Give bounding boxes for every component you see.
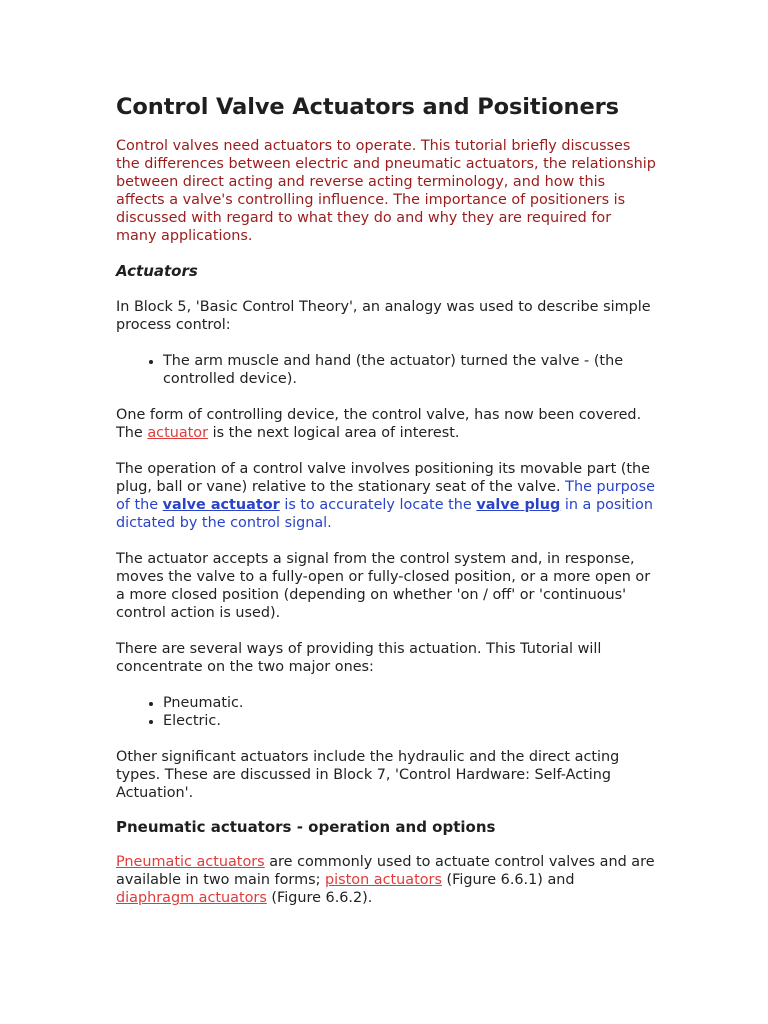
highlight-text: is to accurately locate the [279, 497, 477, 513]
paragraph-actuator-signal: The actuator accepts a signal from the control system and, in response, moves the valve to a fully-open or fully-closed position, or a more open or a more closed position (depending on whether 'on / off' or 'continuous' control action is used). [116, 551, 651, 621]
paragraph-analogy: In Block 5, 'Basic Control Theory', an analogy was used to describe simple process control: [116, 299, 651, 333]
highlight-text: The purpose of the [116, 479, 655, 513]
page-title: Control Valve Actuators and Positioners [116, 94, 619, 120]
actuation-types-list [116, 694, 656, 730]
piston-actuators-link[interactable]: piston actuators [325, 872, 442, 888]
text-segment: is the next logical area of interest. [208, 425, 460, 441]
heading-pneumatic-actuators: Pneumatic actuators - operation and options [116, 818, 496, 836]
text-segment: One form of controlling device, the control valve, has now been covered. The [116, 407, 642, 441]
valve-plug-link[interactable]: valve plug [476, 497, 561, 513]
analogy-list [116, 352, 656, 388]
paragraph-controlling-device [116, 406, 656, 442]
intro-paragraph: Control valves need actuators to operate. This tutorial briefly discusses the differences between electric and pneumatic actuators, the relationship between direct acting and reverse acting terminology, and how this affects a valve's controlling influence. The importance of positioners is discussed with regard to what they do and why they are required for many applications. [116, 138, 656, 244]
highlight-text: in a position dictated by the control signal. [116, 497, 653, 531]
text-segment: (Figure 6.6.1) and [441, 872, 575, 888]
list-item: • The arm muscle and hand (the actuator) turned the valve - (the controlled device). [163, 352, 656, 388]
paragraph-pneumatic [116, 853, 656, 907]
valve-actuator-link[interactable]: valve actuator [162, 497, 280, 513]
text-segment: (Figure 6.6.2). [266, 890, 373, 906]
actuator-link[interactable]: actuator [147, 425, 209, 441]
diaphragm-actuators-link[interactable]: diaphragm actuators [116, 890, 267, 906]
heading-actuators: Actuators [116, 262, 198, 280]
paragraph-actuation-ways: There are several ways of providing this actuation. This Tutorial will concentrate on the two major ones: [116, 641, 602, 675]
article-body [116, 92, 656, 907]
paragraph-other-actuators: Other significant actuators include the hydraulic and the direct acting types. These are discussed in Block 7, 'Control Hardware: Self-Acting Actuation'. [116, 749, 620, 801]
text-segment: are commonly used to actuate control valves and are available in two main forms; [116, 854, 655, 888]
list-item: • Electric. [163, 712, 656, 730]
text-segment: The operation of a control valve involves positioning its movable part (the plug, ball or vane) relative to the stationary seat of the valve. [116, 461, 651, 495]
list-item: • Pneumatic. [163, 694, 656, 712]
paragraph-valve-operation [116, 460, 656, 532]
pneumatic-actuators-link[interactable]: Pneumatic actuators [116, 854, 265, 870]
